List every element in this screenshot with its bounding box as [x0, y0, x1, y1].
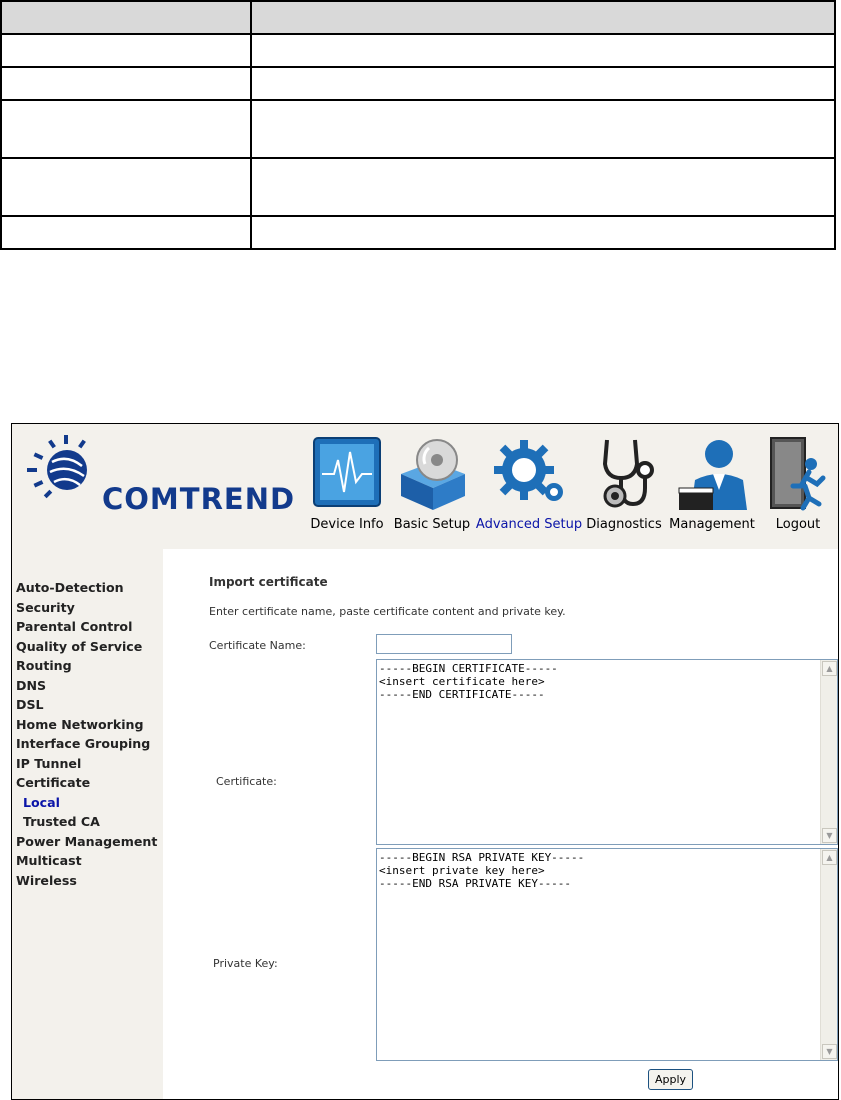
nav-device-info[interactable]: [305, 432, 389, 537]
device-info-icon: [308, 434, 386, 514]
certificate-textarea-box: [376, 659, 838, 845]
sidebar-item-parental-control[interactable]: Parental Control: [16, 619, 133, 634]
sidebar-item-interface-grouping[interactable]: Interface Grouping: [16, 736, 151, 751]
sidebar: [12, 549, 162, 1099]
private-key-textarea[interactable]: [377, 849, 822, 1060]
logo-text: COMTREND: [102, 482, 296, 516]
management-icon: [673, 434, 751, 514]
comtrend-logo-icon: [22, 432, 112, 502]
sidebar-item-trusted-ca[interactable]: Trusted CA: [23, 814, 100, 829]
table-cell: [251, 34, 835, 67]
nav-advanced-setup[interactable]: [475, 432, 583, 537]
router-web-ui: [11, 423, 839, 1100]
nav-basic-setup[interactable]: [389, 432, 475, 537]
sidebar-item-dns[interactable]: DNS: [16, 677, 47, 693]
table-cell: [251, 158, 835, 216]
sidebar-item-certificate[interactable]: Certificate: [16, 775, 91, 790]
nav-label: Diagnostics: [586, 517, 662, 532]
sidebar-item-local[interactable]: Local: [23, 794, 60, 810]
nav-label: Management: [669, 517, 755, 532]
main-content: [163, 549, 838, 1099]
nav-logout[interactable]: [759, 432, 837, 537]
table-row: [1, 67, 835, 100]
sidebar-item-wireless[interactable]: Wireless: [16, 872, 77, 888]
table-cell: [1, 158, 251, 216]
table-row: [1, 216, 835, 249]
sidebar-item-routing[interactable]: Routing: [16, 658, 72, 673]
certificate-scrollbar[interactable]: [820, 660, 837, 844]
page-description: Enter certificate name, paste certificate content and private key.: [209, 605, 566, 618]
certificate-name-label: Certificate Name:: [209, 639, 306, 652]
table-row: [1, 100, 835, 158]
nav-management[interactable]: [665, 432, 759, 537]
basic-setup-icon: [393, 434, 471, 514]
sidebar-item-home-networking[interactable]: Home Networking: [16, 716, 144, 732]
scroll-down-icon[interactable]: ▼: [822, 828, 837, 843]
sidebar-item-security[interactable]: Security: [16, 599, 75, 615]
sidebar-item-dsl[interactable]: DSL: [16, 697, 44, 712]
certificate-label: Certificate:: [216, 775, 277, 788]
private-key-scrollbar[interactable]: [820, 849, 837, 1060]
sidebar-item-multicast[interactable]: Multicast: [16, 853, 82, 868]
document-table: [0, 0, 836, 250]
table-cell: [1, 216, 251, 249]
top-banner: [12, 424, 838, 539]
sidebar-item-ip-tunnel[interactable]: IP Tunnel: [16, 755, 82, 771]
page-title: Import certificate: [209, 575, 328, 589]
table-header-cell: [1, 1, 251, 34]
table-cell: [1, 100, 251, 158]
logout-icon: [759, 434, 837, 514]
nav-label: Advanced Setup: [475, 517, 583, 532]
certificate-name-input[interactable]: [376, 634, 512, 654]
nav-label: Logout: [775, 517, 821, 532]
advanced-setup-icon: [490, 434, 568, 514]
scroll-up-icon[interactable]: ▲: [822, 661, 837, 676]
table-cell: [251, 100, 835, 158]
nav-label: Device Info: [310, 517, 384, 532]
diagnostics-icon: [585, 434, 663, 514]
table-cell: [251, 67, 835, 100]
nav-label: Basic Setup: [393, 517, 471, 532]
private-key-label: Private Key:: [213, 957, 278, 970]
sidebar-item-auto-detection[interactable]: Auto-Detection: [16, 580, 124, 595]
table-header-cell: [251, 1, 835, 34]
nav-diagnostics[interactable]: [583, 432, 665, 537]
table-cell: [1, 67, 251, 100]
private-key-textarea-box: [376, 848, 838, 1061]
certificate-textarea[interactable]: [377, 660, 822, 844]
table-cell: [251, 216, 835, 249]
scroll-up-icon[interactable]: ▲: [822, 850, 837, 865]
sidebar-item-power-management[interactable]: Power Management: [16, 833, 158, 849]
table-row: [1, 34, 835, 67]
sidebar-item-quality-of-service[interactable]: Quality of Service: [16, 638, 143, 654]
apply-button[interactable]: Apply: [648, 1069, 693, 1090]
comtrend-logo: [22, 432, 302, 532]
table-header-row: [1, 1, 835, 34]
table-row: [1, 158, 835, 216]
table-cell: [1, 34, 251, 67]
scroll-down-icon[interactable]: ▼: [822, 1044, 837, 1059]
